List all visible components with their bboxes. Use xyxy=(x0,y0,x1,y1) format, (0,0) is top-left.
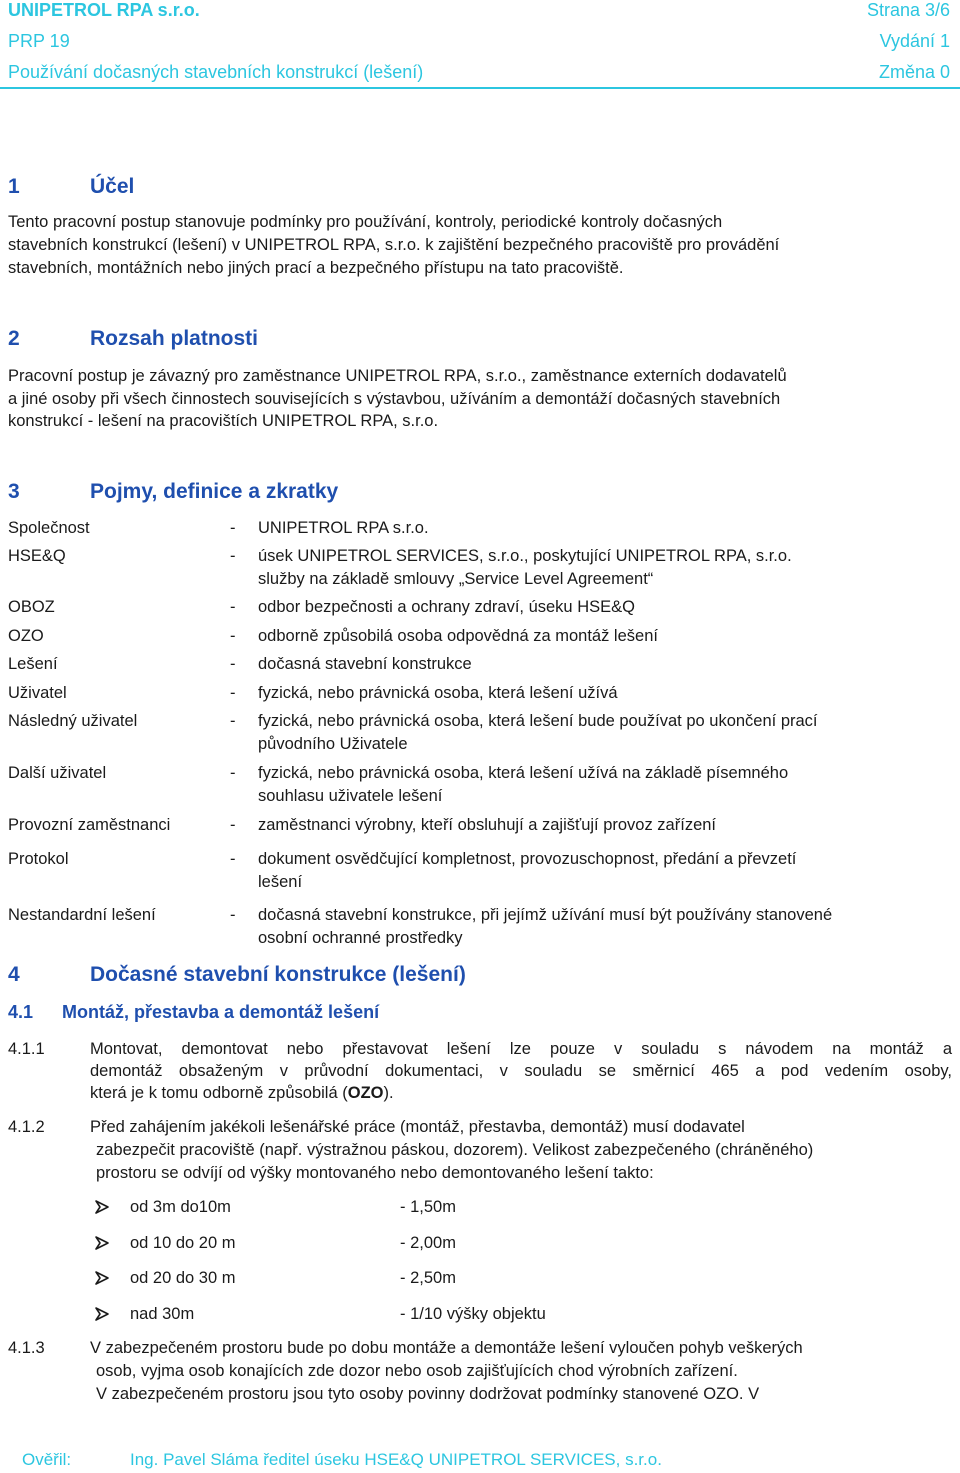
ozo-abbreviation: OZO xyxy=(347,1084,384,1102)
subsection-4-1-title: Montáž, přestavba a demontáž lešení xyxy=(62,1002,380,1022)
paragraph-4-1-3-line: osob, vyjma osob konajících zde dozor nebo osob zajišťujících chod výrobních zařízení. xyxy=(96,1362,738,1380)
term-label: OBOZ xyxy=(8,598,55,616)
term-dash: - xyxy=(230,627,236,645)
paragraph-4-1-2-line: Před zahájením jakékoli lešenářské práce (montáž, přestavba, demontáž) musí dodavatel xyxy=(90,1118,745,1136)
footer-label: Ověřil: xyxy=(22,1450,72,1469)
header-page-number: Strana 3/6 xyxy=(866,0,950,20)
paragraph-4-1-2-line: prostoru se odvíjí od výšky montovaného nebo demontovaného lešení takto: xyxy=(96,1164,654,1182)
subsection-4-1-number: 4.1 xyxy=(8,1002,34,1022)
term-label: OZO xyxy=(8,627,44,645)
term-definition: dočasná stavební konstrukce, při jejímž užívání musí být používány stanovené xyxy=(258,906,833,924)
term-dash: - xyxy=(230,547,236,565)
section-2-line: Pracovní postup je závazný pro zaměstnance UNIPETROL RPA, s.r.o., zaměstnance externích dodavatelů xyxy=(8,367,787,385)
section-1-title: Účel xyxy=(90,175,135,198)
term-label: Následný uživatel xyxy=(8,712,138,730)
term-dash: - xyxy=(230,850,236,868)
paragraph-number: 4.1.2 xyxy=(8,1118,45,1136)
term-definition: souhlasu uživatele lešení xyxy=(258,787,443,805)
term-definition: dočasná stavební konstrukce xyxy=(258,655,472,673)
arrowhead-bullet-icon xyxy=(94,1235,110,1256)
term-dash: - xyxy=(230,598,236,616)
bullet-range: nad 30m xyxy=(130,1305,195,1323)
header-change: Změna 0 xyxy=(878,62,950,82)
term-definition: fyzická, nebo právnická osoba, která lešení bude používat po ukončení prací xyxy=(258,712,818,730)
term-dash: - xyxy=(230,816,236,834)
paragraph-4-1-1-line: Montovat, demontovat nebo přestavovat lešení lze pouze v souladu s návodem na montáž a xyxy=(90,1040,952,1058)
bullet-value: - 2,00m xyxy=(400,1234,456,1252)
term-label: Společnost xyxy=(8,519,90,537)
section-1-line: stavebních konstrukcí (lešení) v UNIPETROL RPA, s.r.o. k zajištění bezpečného pracoviště pro provádění xyxy=(8,236,780,254)
paragraph-4-1-1-line: demontáž obsaženým v průvodní dokumentaci, v souladu se směrnicí 465 a pod vedením osoby, xyxy=(90,1062,952,1080)
term-definition: fyzická, nebo právnická osoba, která lešení užívá xyxy=(258,684,618,702)
bullet-range: od 3m do10m xyxy=(130,1198,231,1216)
term-dash: - xyxy=(230,684,236,702)
term-definition: lešení xyxy=(258,873,303,891)
section-1-number: 1 xyxy=(8,175,20,198)
paragraph-4-1-1-text: ). xyxy=(383,1084,394,1102)
term-dash: - xyxy=(230,764,236,782)
header-doc-code: PRP 19 xyxy=(8,31,70,51)
section-2-title: Rozsah platnosti xyxy=(90,327,259,350)
term-definition: osobní ochranné prostředky xyxy=(258,929,463,947)
paragraph-number: 4.1.1 xyxy=(8,1040,45,1058)
section-3-title: Pojmy, definice a zkratky xyxy=(90,480,339,503)
term-definition: odborně způsobilá osoba odpovědná za montáž lešení xyxy=(258,627,658,645)
section-1-line: Tento pracovní postup stanovuje podmínky pro používání, kontroly, periodické kontroly dočasných xyxy=(8,213,723,231)
term-label: Protokol xyxy=(8,850,69,868)
header-divider xyxy=(0,87,960,89)
bullet-value: - 2,50m xyxy=(400,1269,456,1287)
section-2-line: konstrukcí - lešení na pracovištích UNIPETROL RPA, s.r.o. xyxy=(8,412,439,430)
bullet-value: - 1,50m xyxy=(400,1198,456,1216)
section-2-number: 2 xyxy=(8,327,20,350)
paragraph-4-1-3-line: V zabezpečeném prostoru bude po dobu montáže a demontáže lešení vyloučen pohyb veškerých xyxy=(90,1339,803,1357)
section-2-line: a jiné osoby při všech činnostech souvisejících s výstavbou, užíváním a demontáží dočasných stavebních xyxy=(8,390,781,408)
bullet-value: - 1/10 výšky objektu xyxy=(400,1305,546,1323)
header-doc-title: Používání dočasných stavebních konstrukcí (lešení) xyxy=(8,62,424,82)
term-dash: - xyxy=(230,519,236,537)
term-definition: původního Uživatele xyxy=(258,735,408,753)
term-label: Další uživatel xyxy=(8,764,107,782)
paragraph-number: 4.1.3 xyxy=(8,1339,45,1357)
term-definition: úsek UNIPETROL SERVICES, s.r.o., poskytující UNIPETROL RPA, s.r.o. xyxy=(258,547,792,565)
arrowhead-bullet-icon xyxy=(94,1306,110,1327)
term-dash: - xyxy=(230,655,236,673)
header-edition: Vydání 1 xyxy=(879,31,950,51)
paragraph-4-1-2-line: zabezpečit pracoviště (např. výstražnou páskou, dozorem). Velikost zabezpečeného (chráněného) xyxy=(96,1141,814,1159)
term-label: Uživatel xyxy=(8,684,67,702)
term-label: Provozní zaměstnanci xyxy=(8,816,171,834)
section-3-number: 3 xyxy=(8,480,20,503)
header-company: UNIPETROL RPA s.r.o. xyxy=(8,0,200,20)
term-definition: odbor bezpečnosti a ochrany zdraví, úseku HSE&Q xyxy=(258,598,635,616)
term-definition: dokument osvědčující kompletnost, provozuschopnost, předání a převzetí xyxy=(258,850,797,868)
footer-verifier: Ing. Pavel Sláma ředitel úseku HSE&Q UNIPETROL SERVICES, s.r.o. xyxy=(130,1450,662,1469)
bullet-range: od 10 do 20 m xyxy=(130,1234,236,1252)
arrowhead-bullet-icon xyxy=(94,1270,110,1291)
term-label: Lešení xyxy=(8,655,58,673)
paragraph-4-1-1-line xyxy=(90,1084,394,1103)
section-4-title: Dočasné stavební konstrukce (lešení) xyxy=(90,963,466,986)
paragraph-4-1-3-line: V zabezpečeném prostoru jsou tyto osoby povinny dodržovat podmínky stanovené OZO. V xyxy=(96,1385,760,1403)
term-dash: - xyxy=(230,906,236,924)
term-definition: UNIPETROL RPA s.r.o. xyxy=(258,519,429,537)
term-definition: služby na základě smlouvy „Service Level Agreement“ xyxy=(258,570,654,588)
bullet-range: od 20 do 30 m xyxy=(130,1269,236,1287)
section-1-line: stavebních, montážních nebo jiných prací a bezpečného přístupu na tato pracoviště. xyxy=(8,259,624,277)
paragraph-4-1-1-text: která je k tomu odborně způsobilá ( xyxy=(90,1084,348,1102)
term-definition: zaměstnanci výrobny, kteří obsluhují a zajišťují provoz zařízení xyxy=(258,816,717,834)
term-label: HSE&Q xyxy=(8,547,66,565)
term-dash: - xyxy=(230,712,236,730)
term-label: Nestandardní lešení xyxy=(8,906,156,924)
arrowhead-bullet-icon xyxy=(94,1199,110,1220)
term-definition: fyzická, nebo právnická osoba, která lešení užívá na základě písemného xyxy=(258,764,789,782)
section-4-number: 4 xyxy=(8,963,20,986)
